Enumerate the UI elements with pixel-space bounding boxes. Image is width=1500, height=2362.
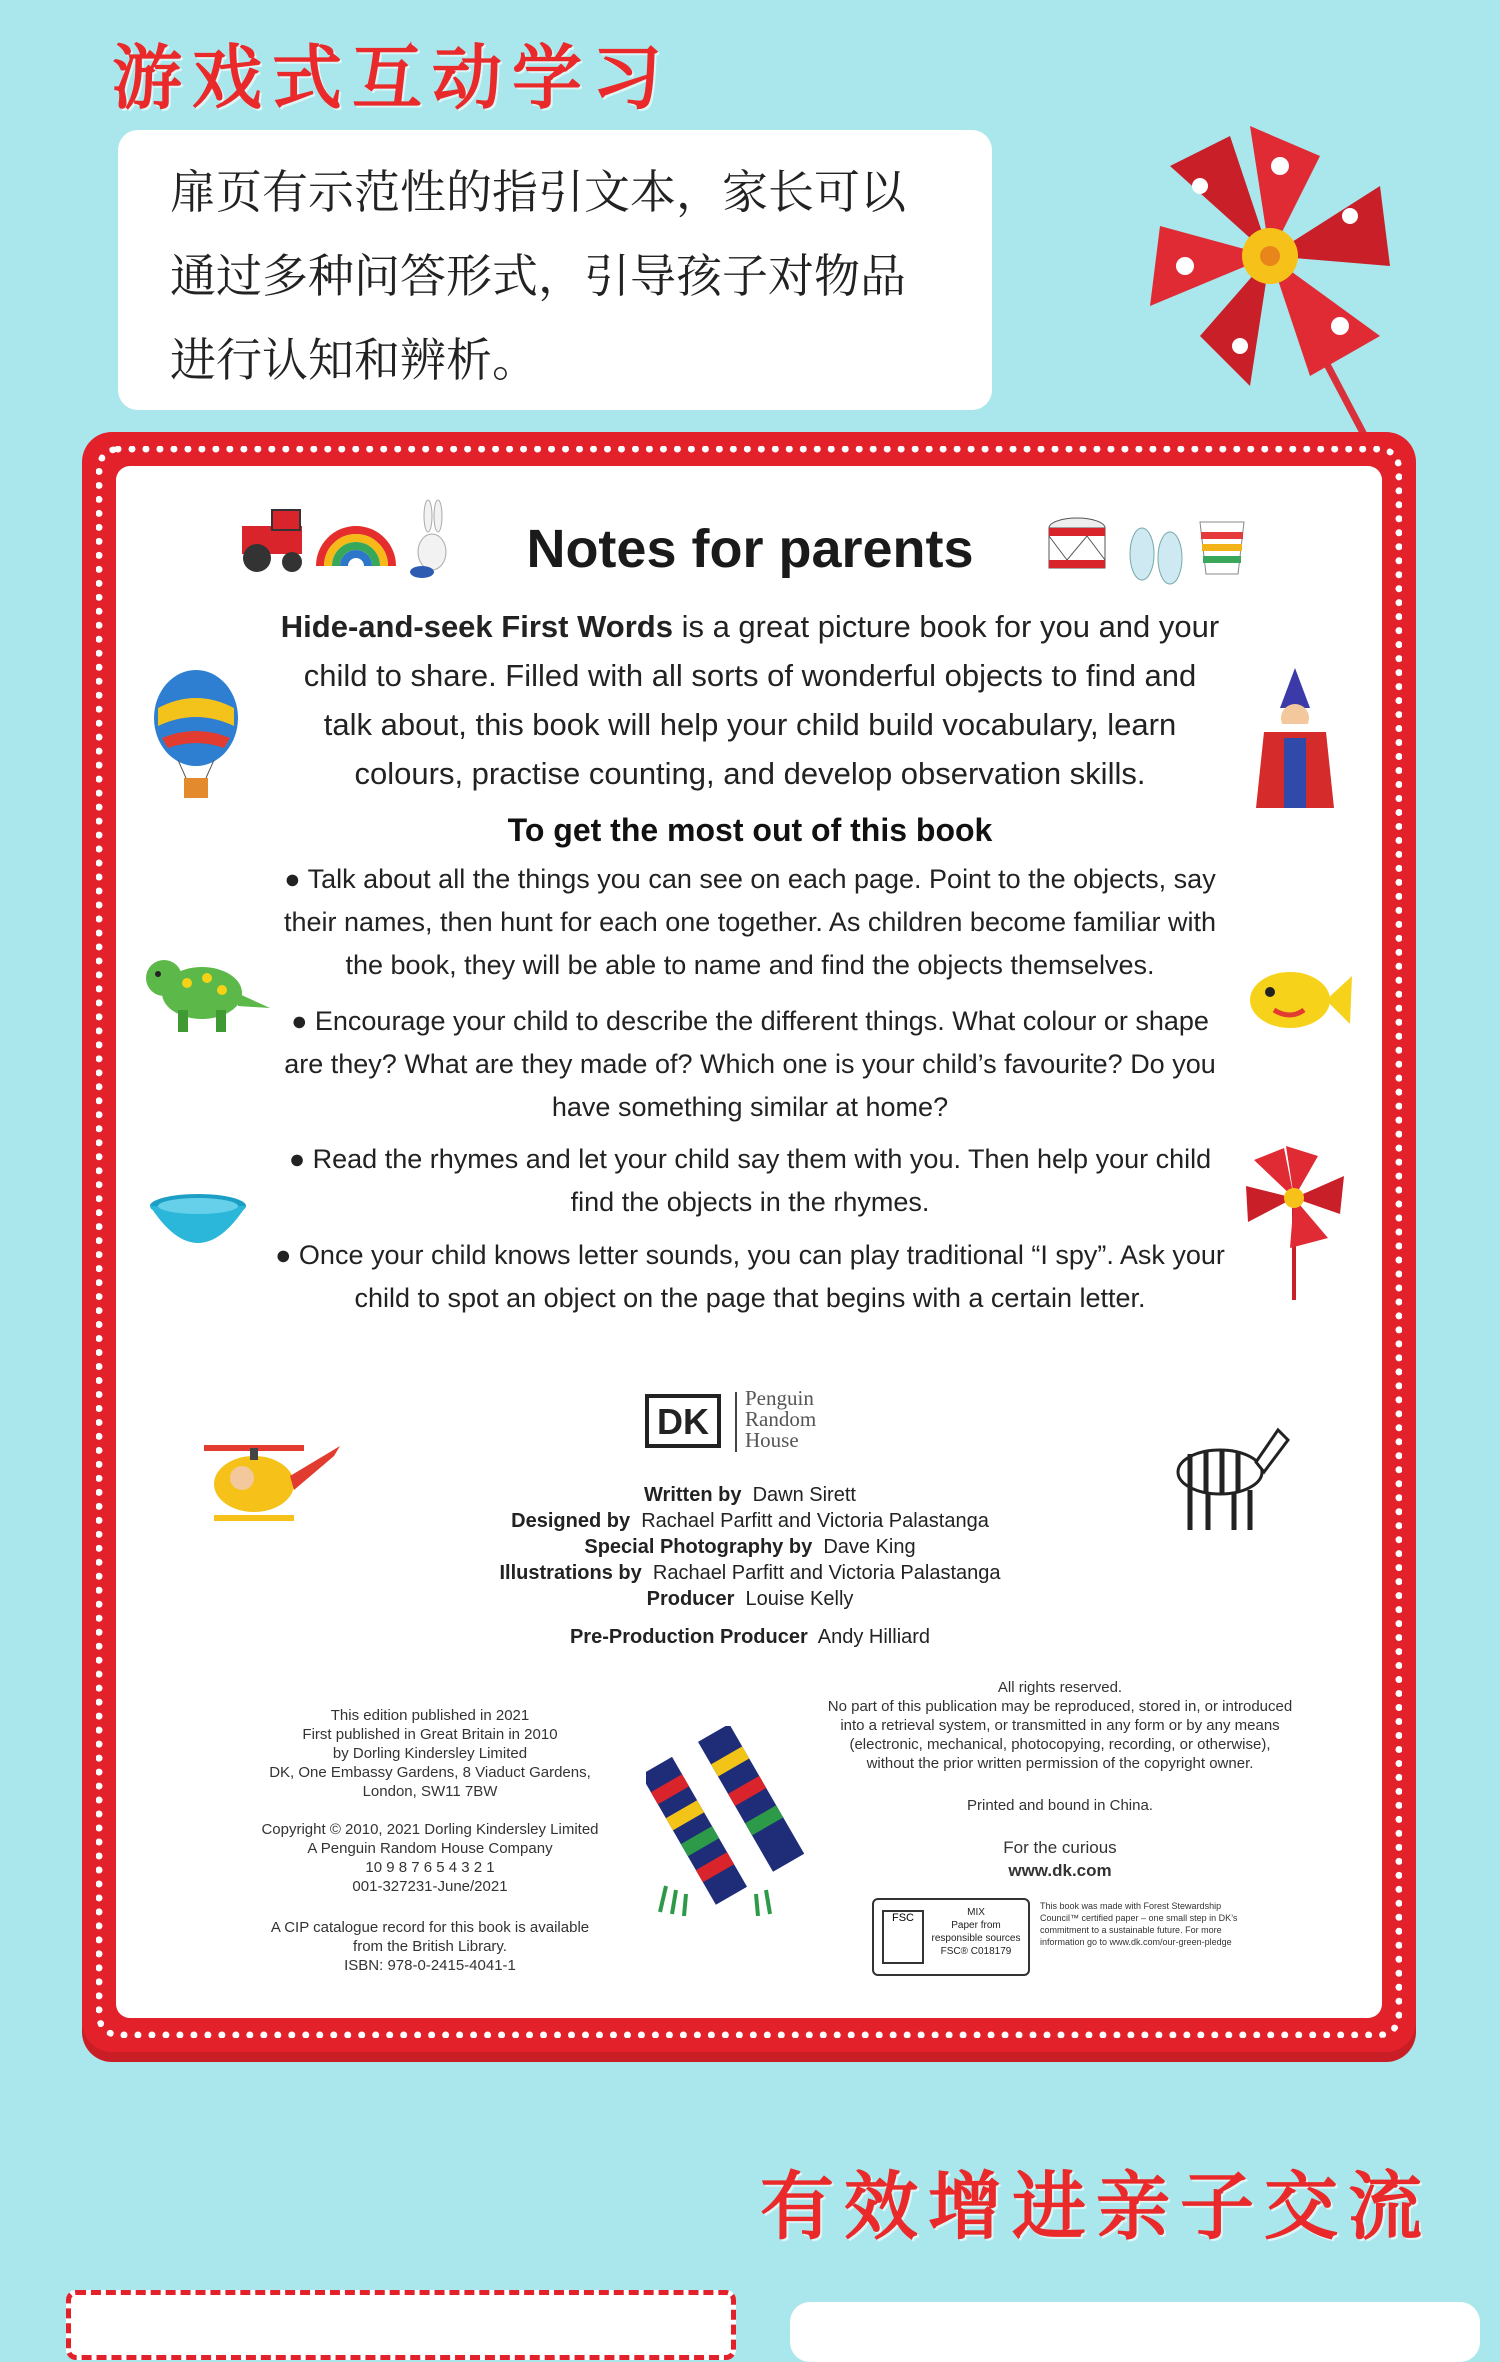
notes-title: Notes for parents [526,519,974,579]
logo-divider [735,1392,737,1452]
bottom-text-card [790,2302,1480,2362]
credit-value: Rachael Parfitt and Victoria Palastanga [641,1510,989,1532]
tips-heading: To get the most out of this book [507,812,993,848]
bottom-photo-card [66,2290,736,2360]
prh-line: House [745,1428,799,1452]
curious-tagline: For the curious [1003,1838,1117,1857]
credit-value: Dawn Sirett [752,1484,856,1506]
edition-info: This edition published in 2021 First published in Great Britain in 2010 by Dorling Kindersley Limited DK, One Embassy Gardens, 8 Viaduct Gardens, London, SW11 7BW [269,1707,591,1800]
book-title-bold: Hide-and-seek First Words [280,609,673,644]
cip-info: A CIP catalogue record for this book is available from the British Library. ISBN: 978-0-2415-4041-1 [270,1919,590,1974]
drum-icon [1049,518,1105,568]
top-right-toys [1042,508,1252,588]
rights-info: All rights reserved. No part of this publication may be reproduced, stored in, or introduced into a retrieval system, or transmitted in any form or by any means (electronic, mechanical, photocopying, recording, or otherwise), without the prior written permission of the copyright owner. [827,1679,1293,1772]
pinwheel-icon [1120,96,1420,456]
credit-value: Louise Kelly [745,1588,854,1610]
credit-label: Written by [644,1484,742,1506]
credit-label: Illustrations by [499,1562,642,1584]
cup-icon [1200,522,1244,574]
pinwheel-small-icon [1238,1142,1348,1302]
fsc-logo-text: FSC [892,1912,914,1924]
tip-item: ● Encourage your child to describe the different things. What colour or shape are they? What are they made of? Which one is your child’s favourite? Do you have something similar at home? [284,1006,1216,1122]
credits [0,1482,1500,1612]
credit-value: Rachael Parfitt and Victoria Palastanga [652,1562,1001,1584]
publisher-logo [645,1386,845,1452]
tip-item: ● Talk about all the things you can see on each page. Point to the objects, say their names, then hunt for each one together. As children become familiar with the book, they will be able to name and find the objects themselves. [283,864,1217,980]
intro-card [118,130,992,410]
dk-logo: DK [645,1394,721,1448]
intro-text: 扉页有示范性的指引文本，家长可以通过多种问答形式，引导孩子对物品进行认知和辨析。 [170,165,906,387]
prh-line: Random [745,1407,817,1431]
fsc-note: This book was made with Forest Stewardship Council™ certified paper – one small step in DK’s commitment to a sustainable future. For more information go to www.dk.com/our-green-pledge [1040,1901,1238,1947]
tip-item: ● Once your child knows letter sounds, you can play traditional “I spy”. Ask your child to spot an object on the page that begins with a certain letter. [275,1240,1225,1313]
dk-website: www.dk.com [1008,1861,1112,1880]
section-heading-parent-child: 有效增进亲子交流 [760,2164,1432,2250]
prh-line: Penguin [745,1386,814,1410]
bowl-icon [146,1190,250,1260]
credit-label: Pre-Production Producer [569,1626,808,1648]
dinosaur-icon [142,938,272,1038]
intro-paragraph [280,602,1220,798]
tip-item: ● Read the rhymes and let your child say them with you. Then help your child find the objects in the rhymes. [288,1144,1212,1217]
copyright-info: Copyright © 2010, 2021 Dorling Kindersley Limited A Penguin Random House Company 10 9 8 7 6 5 4 3 2 1 001-327231-June/2021 [261,1821,599,1895]
penguin-random-house-logo [745,1388,816,1451]
fish-icon [1244,960,1354,1040]
printed-info: Printed and bound in China. [967,1797,1153,1814]
credit-label: Designed by [511,1510,631,1532]
curious-info [960,1836,1160,1882]
fsc-tree-icon [882,1910,924,1964]
scarf-icon [646,1726,816,1916]
hot-air-balloon-icon [148,668,248,808]
credit-value: Dave King [823,1536,916,1558]
fsc-badge [872,1898,1030,1976]
wizard-icon [1250,668,1340,818]
shoes-icon [1130,528,1182,584]
intro-paragraph-text: is a great picture book for you and your child to share. Filled with all sorts of wonderful objects to find and talk about, this book will help your child build vocabulary, learn colours, practise counting, and develop observation skills. [303,609,1220,791]
credit-label: Special Photography by [584,1536,813,1558]
credit-value: Andy Hilliard [817,1626,931,1648]
section-heading-interactive-learning: 游戏式互动学习 [112,36,672,119]
credit-label: Producer [646,1588,735,1610]
fsc-label: MIX Paper from responsible sources FSC® C018179 [931,1907,1021,1957]
preproduction-credit [0,1624,1500,1650]
